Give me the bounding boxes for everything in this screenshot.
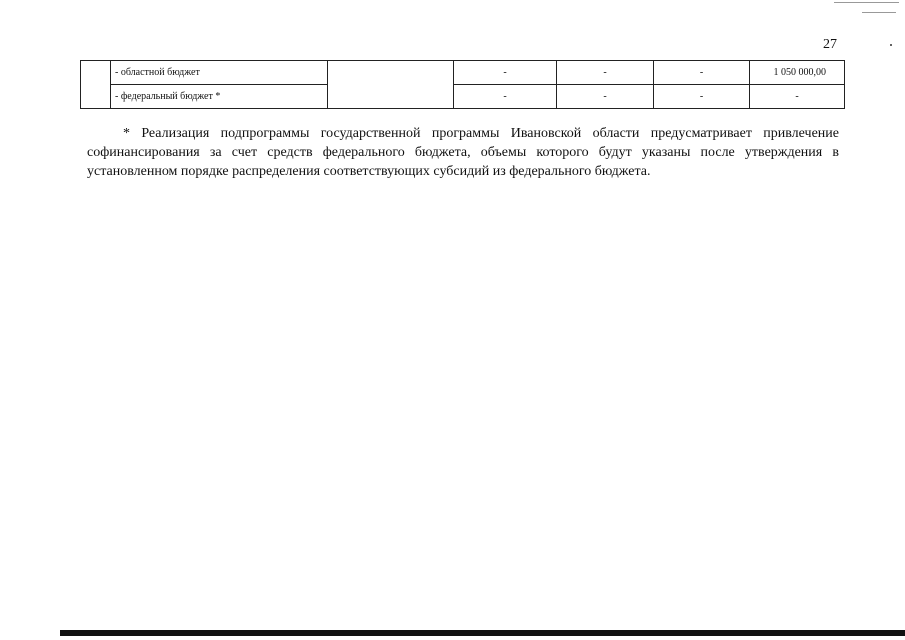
row-group-cell xyxy=(81,61,111,109)
budget-table xyxy=(80,60,845,109)
scan-speck xyxy=(890,44,892,46)
table-cell: - xyxy=(654,85,750,109)
scan-mark xyxy=(862,12,896,13)
row-label: - областной бюджет xyxy=(111,61,328,85)
table-cell: - xyxy=(454,85,557,109)
table-cell xyxy=(328,61,454,109)
table-cell: - xyxy=(654,61,750,85)
row-label: - федеральный бюджет * xyxy=(111,85,328,109)
footnote: * Реализация подпрограммы государственной программы Ивановской области предусматривает привлечение софинансирования за счет средств федерального бюджета, объемы которого будут указаны после утверждения в установленном порядке распределения соответствующих субсидий из федерального бюджета. xyxy=(87,126,839,179)
table-cell: - xyxy=(750,85,845,109)
table-cell: - xyxy=(454,61,557,85)
scan-mark xyxy=(834,2,899,3)
table-cell: - xyxy=(557,85,654,109)
table-cell: 1 050 000,00 xyxy=(750,61,845,85)
table-cell: - xyxy=(557,61,654,85)
page-number: 27 xyxy=(823,37,837,52)
table-row xyxy=(81,85,845,109)
scan-bottom-edge xyxy=(60,630,905,636)
table-row xyxy=(81,61,845,85)
